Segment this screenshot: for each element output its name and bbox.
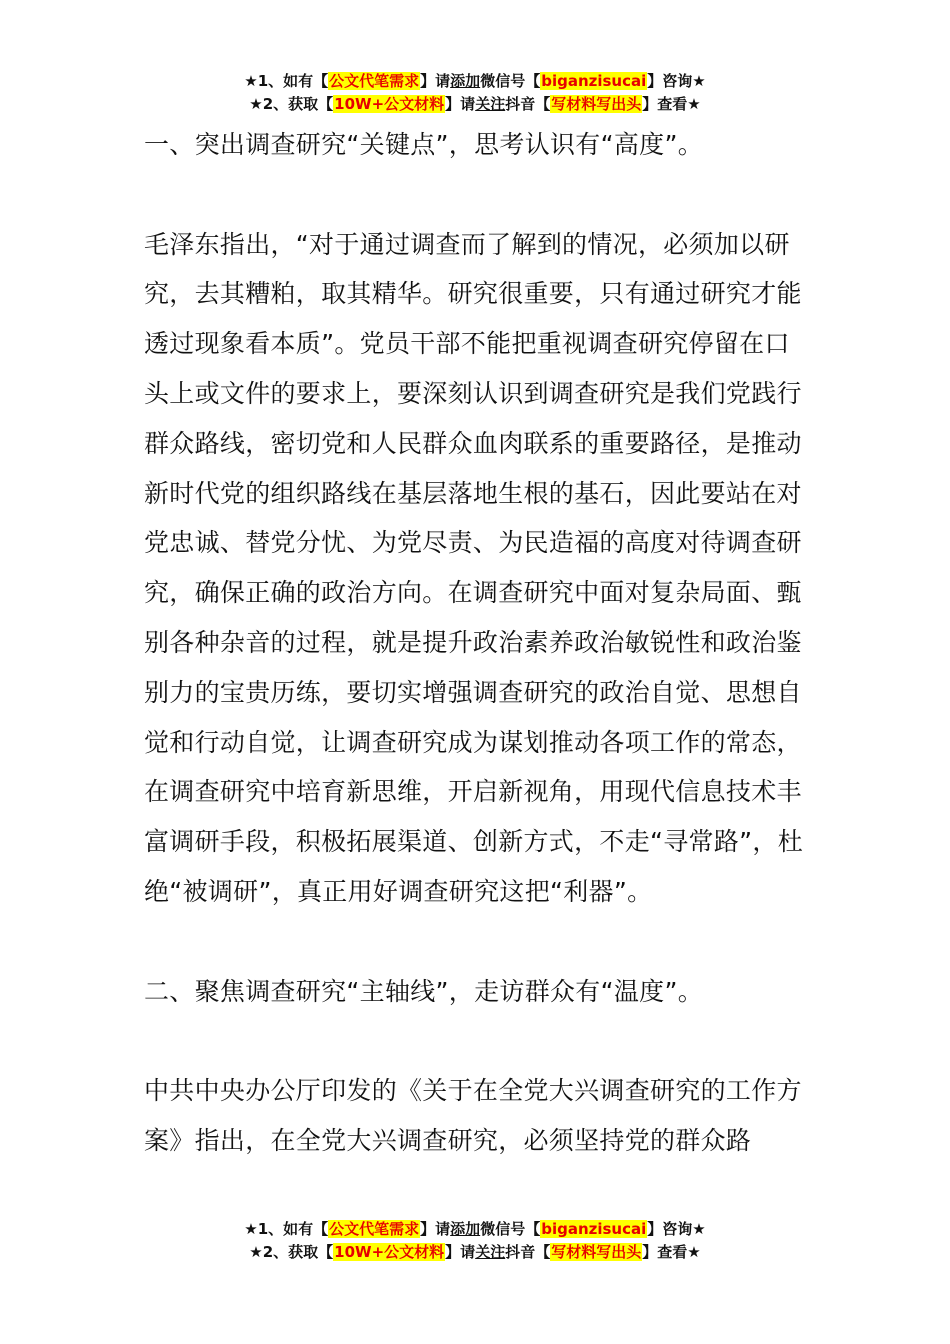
banner-text: 】请	[420, 72, 451, 90]
banner-text: 2、获取【	[262, 95, 334, 113]
banner-underline: 关注	[475, 1243, 506, 1261]
banner-text: 微信号【	[480, 72, 541, 90]
star-icon: ★	[687, 1243, 701, 1261]
document-body	[144, 120, 808, 1166]
star-icon: ★	[687, 95, 701, 113]
banner-text: 1、如有【	[257, 72, 329, 90]
section-heading-2: 二、聚焦调查研究“主轴线”，走访群众有“温度”。	[144, 976, 704, 1006]
banner-text: 】请	[445, 95, 476, 113]
star-icon: ★	[692, 1220, 706, 1238]
banner-line-2	[0, 1241, 950, 1264]
banner-highlight: 写材料写出头	[551, 1243, 642, 1261]
banner-text: 】请	[445, 1243, 476, 1261]
banner-text: 微信号【	[480, 1220, 541, 1238]
banner-highlight: biganzisucai	[541, 72, 647, 90]
banner-text: 】查看	[642, 95, 688, 113]
section-heading-1: 一、突出调查研究“关键点”，思考认识有“高度”。	[144, 130, 704, 159]
banner-text: 1、如有【	[257, 1220, 329, 1238]
paragraph-gap	[144, 917, 808, 967]
star-icon: ★	[249, 95, 263, 113]
banner-text: 】咨询	[647, 72, 693, 90]
paragraph-gap	[144, 1016, 808, 1066]
bottom-banner	[0, 1218, 950, 1264]
banner-text: 抖音【	[505, 1243, 551, 1261]
star-icon: ★	[244, 72, 258, 90]
paragraph-1: 毛泽东指出，“对于通过调查而了解到的情况，必须加以研究，去其糟粕，取其精华。研究很重要，只有通过研究才能透过现象看本质”。党员干部不能把重视调查研究停留在口头上或文件的要求上，要深刻认识到调查研究是我们党践行群众路线，密切党和人民群众血肉联系的重要路径，是推动新时代党的组织路线在基层落地生根的基石，因此要站在对党忠诚、替党分忧、为党尽责、为民造福的高度对待调查研究，确保正确的政治方向。在调查研究中面对复杂局面、甄别各种杂音的过程，就是提升政治素养政治敏锐性和政治鉴别力的宝贵历练，要切实增强调查研究的政治自觉、思想自觉和行动自觉，让调查研究成为谋划推动各项工作的常态，在调查研究中培育新思维，开启新视角，用现代信息技术丰富调研手段，积极拓展渠道、创新方式，不走“寻常路”，杜绝“被调研”，真正用好调查研究这把“利器”。	[144, 229, 804, 906]
banner-highlight: 写材料写出头	[551, 95, 642, 113]
top-banner	[0, 70, 950, 116]
banner-text: 】查看	[642, 1243, 688, 1261]
star-icon: ★	[692, 72, 706, 90]
banner-text: 】请	[420, 1220, 451, 1238]
star-icon: ★	[249, 1243, 263, 1261]
banner-highlight: 公文代笔需求	[329, 72, 420, 90]
banner-highlight: 10W+公文材料	[334, 95, 445, 113]
banner-text: 抖音【	[505, 95, 551, 113]
banner-text: 】咨询	[647, 1220, 693, 1238]
banner-underline: 关注	[475, 95, 506, 113]
banner-text: 2、获取【	[262, 1243, 334, 1261]
banner-highlight: 10W+公文材料	[334, 1243, 445, 1261]
banner-underline: 添加	[450, 1220, 481, 1238]
banner-line-1	[0, 1218, 950, 1241]
star-icon: ★	[244, 1220, 258, 1238]
banner-line-1	[0, 70, 950, 93]
paragraph-2: 中共中央办公厅印发的《关于在全党大兴调查研究的工作方案》指出，在全党大兴调查研究，必须坚持党的群众路	[144, 1076, 802, 1155]
banner-highlight: 公文代笔需求	[329, 1220, 420, 1238]
banner-underline: 添加	[450, 72, 481, 90]
banner-highlight: biganzisucai	[541, 1220, 647, 1238]
paragraph-gap	[144, 170, 808, 220]
banner-line-2	[0, 93, 950, 116]
